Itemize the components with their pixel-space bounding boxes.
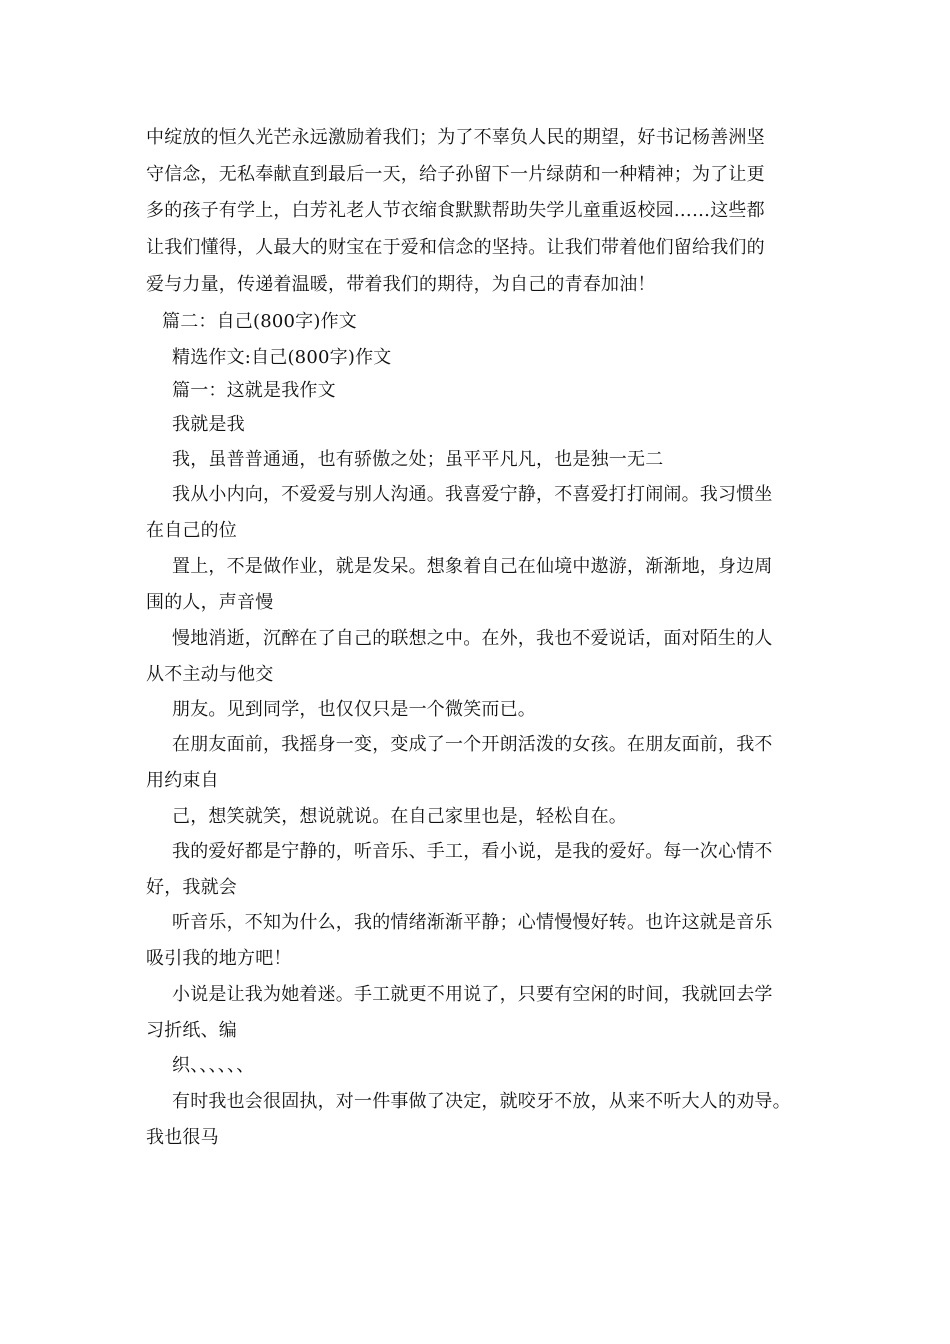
- text-line: 多的孩子有学上，白芳礼老人节衣缩食默默帮助失学儿童重返校园……这些都: [146, 200, 765, 221]
- text-line: 我的爱好都是宁静的，听音乐、手工，看小说，是我的爱好。每一次心情不: [172, 841, 773, 862]
- text-line: 中绽放的恒久光芒永远激励着我们；为了不辜负人民的期望，好书记杨善洲坚: [146, 127, 765, 148]
- text-line: 守信念，无私奉献直到最后一天，给子孙留下一片绿荫和一种精神；为了让更: [146, 164, 765, 185]
- text-line: 围的人，声音慢: [146, 592, 274, 613]
- text-line: 我就是我: [172, 414, 245, 435]
- text-line: 我也很马: [146, 1127, 219, 1148]
- text-line: 小说是让我为她着迷。手工就更不用说了，只要有空闲的时间，我就回去学: [172, 984, 773, 1005]
- text-line: 在自己的位: [146, 520, 237, 541]
- text-line: 我，虽普普通通，也有骄傲之处；虽平平凡凡，也是独一无二: [172, 449, 664, 470]
- text-line: 让我们懂得，人最大的财宝在于爱和信念的坚持。让我们带着他们留给我们的: [146, 237, 765, 258]
- text-line: 织、、、、、、: [172, 1055, 255, 1076]
- text-line: 慢地消逝，沉醉在了自己的联想之中。在外，我也不爱说话，面对陌生的人: [172, 628, 773, 649]
- text-line: 用约束自: [146, 770, 219, 791]
- text-line: 好，我就会: [146, 877, 237, 898]
- text-line: 听音乐，不知为什么，我的情绪渐渐平静；心情慢慢好转。也许这就是音乐: [172, 912, 773, 933]
- text-line: 吸引我的地方吧！: [146, 948, 292, 969]
- text-line: 习折纸、编: [146, 1020, 237, 1041]
- text-line: 有时我也会很固执，对一件事做了决定，就咬牙不放，从来不听大人的劝导。: [172, 1091, 791, 1112]
- text-line: 我从小内向，不爱爱与别人沟通。我喜爱宁静，不喜爱打打闹闹。我习惯坐: [172, 484, 773, 505]
- text-line: 从不主动与他交: [146, 664, 274, 685]
- text-line: 爱与力量，传递着温暖，带着我们的期待，为自己的青春加油！: [146, 274, 656, 295]
- section-heading: 篇一：这就是我作文: [172, 380, 336, 401]
- text-line: 朋友。见到同学，也仅仅只是一个微笑而已。: [172, 699, 536, 720]
- text-line: 己，想笑就笑，想说就说。在自己家里也是，轻松自在。: [172, 806, 627, 827]
- text-line: 精选作文:自己(800字)作文: [172, 347, 392, 368]
- text-line: 在朋友面前，我摇身一变，变成了一个开朗活泼的女孩。在朋友面前，我不: [172, 734, 773, 755]
- section-heading: 篇二：自己(800字)作文: [162, 311, 358, 332]
- text-line: 置上，不是做作业，就是发呆。想象着自己在仙境中遨游，渐渐地，身边周: [172, 556, 773, 577]
